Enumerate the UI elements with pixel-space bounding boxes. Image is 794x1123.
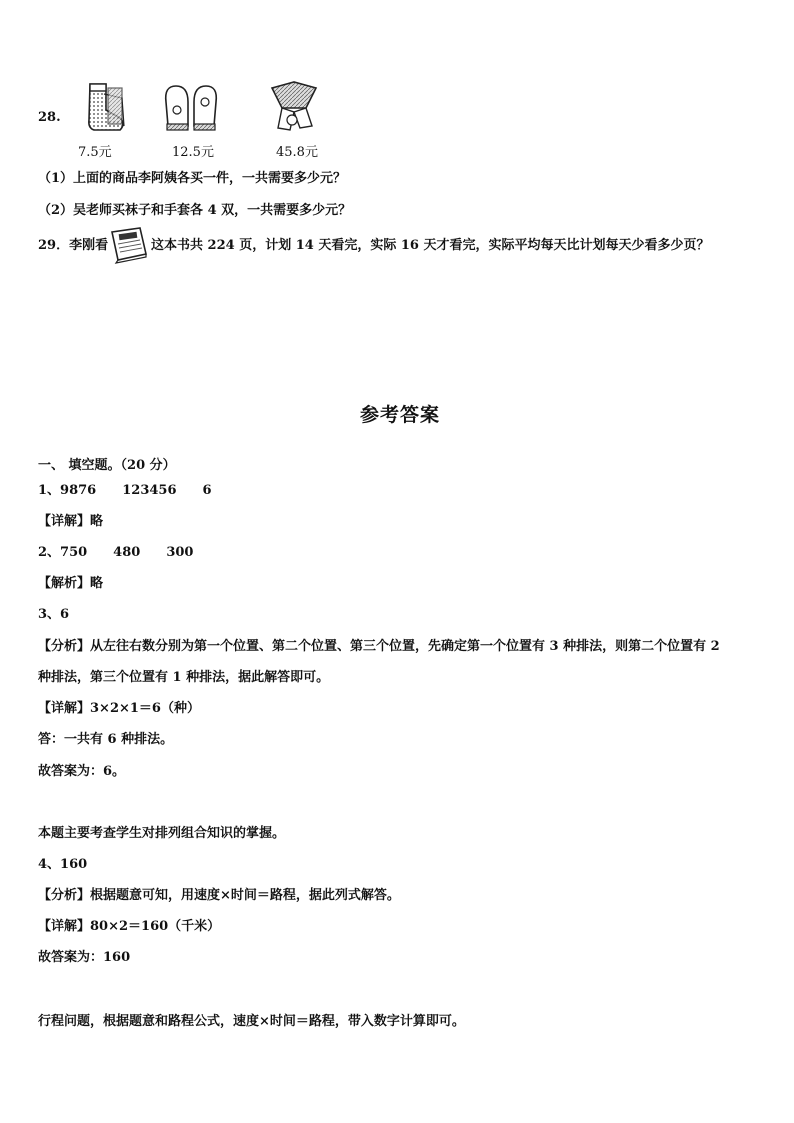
scarf-price: 45.8元 [276, 145, 318, 160]
sock-icon [84, 80, 128, 134]
answer-line: 1、9876 123456 6 [38, 483, 212, 498]
answer-line: 答：一共有 6 种排法。 [38, 732, 174, 747]
book-icon [108, 224, 150, 264]
socks-price: 7.5元 [78, 145, 112, 160]
answer-line: 2、750 480 300 [38, 545, 194, 560]
answer-line: 故答案为：160 [38, 950, 131, 965]
question-number-28: 28. [38, 110, 61, 125]
q28-sub2: （2）吴老师买袜子和手套各 4 双，一共需要多少元？ [38, 203, 352, 218]
q29-text: 这本书共 224 页，计划 14 天看完，实际 16 天才看完，实际平均每天比计划每天少看多少页？ [151, 238, 710, 253]
answer-line: 种排法，第三个位置有 1 种排法，据此解答即可。 [38, 670, 330, 685]
answer-line: 4、160 [38, 857, 88, 872]
section-heading: 一、 填空题。（20 分） [38, 458, 176, 473]
q28-sub1: （1）上面的商品李阿姨各买一件，一共需要多少元？ [38, 171, 347, 186]
answer-line: 本题主要考查学生对排列组合知识的掌握。 [38, 826, 286, 841]
answer-line: 【详解】80×2＝160（千米） [38, 919, 221, 934]
q29-prefix: 29．李刚看 [38, 238, 109, 253]
answer-line: 行程问题，根据题意和路程公式，速度×时间＝路程，带入数字计算即可。 [38, 1014, 465, 1029]
answer-line: 【详解】略 [38, 514, 104, 529]
answer-line: 【分析】根据题意可知，用速度×时间＝路程，据此列式解答。 [38, 888, 400, 903]
answer-line: 【解析】略 [38, 576, 104, 591]
answers-title: 参考答案 [360, 404, 441, 426]
answer-line: 【分析】从左往右数分别为第一个位置、第二个位置、第三个位置，先确定第一个位置有 3 种排法，则第二个位置有 2 [38, 639, 720, 654]
scarf-icon [268, 78, 320, 136]
mitten-icon [160, 80, 222, 134]
answer-line: 3、6 [38, 607, 70, 622]
answer-line: 【详解】3×2×1＝6（种） [38, 701, 200, 716]
answer-line: 故答案为：6。 [38, 764, 126, 779]
gloves-price: 12.5元 [172, 145, 214, 160]
